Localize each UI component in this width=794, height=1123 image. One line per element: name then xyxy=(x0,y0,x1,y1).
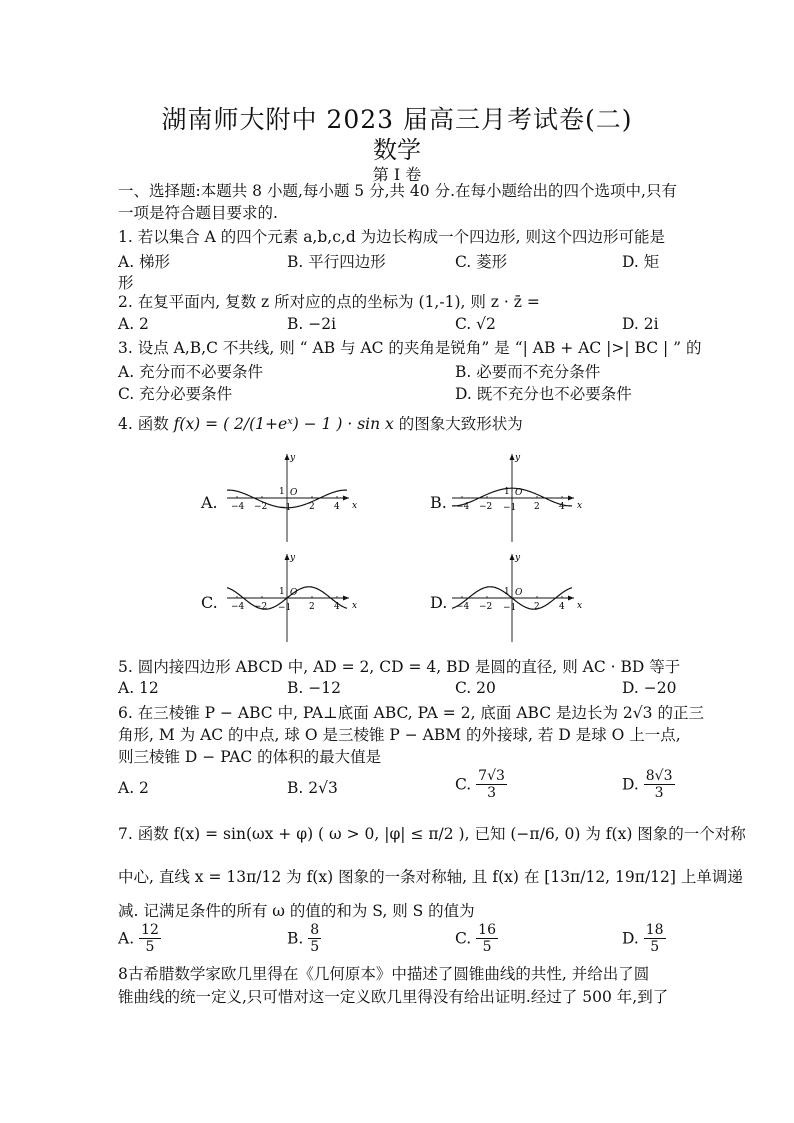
tick-label-minus-2: −2 xyxy=(254,502,268,512)
question-4-stem-post: 的图象大致形状为 xyxy=(398,415,523,433)
question-4-stem xyxy=(118,413,678,435)
x-axis-arrow xyxy=(343,596,349,601)
question-3-option-d: D. 既不充分也不必要条件 xyxy=(455,385,632,403)
part-title: 第 I 卷 xyxy=(372,165,422,184)
tick-label-minus-2: −2 xyxy=(479,502,493,512)
question-2-option-a: A. 2 xyxy=(118,315,149,333)
section-instructions-line1: 一、选择题:本题共 8 小题,每小题 5 分,共 40 分.在每小题给出的四个选项中,只有 xyxy=(118,182,677,200)
tick-label-minus-2: −2 xyxy=(254,602,268,612)
question-6-option-b: B. 2√3 xyxy=(287,779,338,797)
tick-label-minus-4: −4 xyxy=(456,502,470,512)
tick-label-minus-4: −4 xyxy=(231,602,245,612)
tick-label-2: 2 xyxy=(534,502,540,512)
x-axis-arrow xyxy=(568,596,574,601)
question-7-line2: 中心, 直线 x = 13π/12 为 f(x) 图象的一条对称轴, 且 f(x) 在 [13π/12, 19π/12] 上单调递 xyxy=(118,868,743,886)
tick-label-minus-1: −1 xyxy=(503,503,517,513)
tick-label-4: 4 xyxy=(559,502,565,512)
question-1-option-b: B. 平行四边形 xyxy=(287,253,386,271)
question-3-option-a: A. 充分而不必要条件 xyxy=(118,363,264,381)
x-axis-label: x xyxy=(352,501,358,511)
y-axis-arrow xyxy=(285,454,290,460)
question-5-option-d: D. −20 xyxy=(622,679,677,697)
question-6-option-c: C. $\frac{7√3}{3}$ xyxy=(455,768,505,801)
question-4-stem-pre: 4. 函数 xyxy=(118,415,169,433)
question-7-option-c: C. $\frac{16}{5}$ xyxy=(455,922,496,955)
tick-label-minus-2: −2 xyxy=(479,602,493,612)
tick-label-4: 4 xyxy=(559,602,565,612)
tick-label-2: 2 xyxy=(309,602,315,612)
tick-label-4: 4 xyxy=(334,602,340,612)
question-2-stem: 2. 在复平面内, 复数 z 所对应的点的坐标为 (1,-1), 则 z · z̄ = xyxy=(118,293,540,311)
page-title: 湖南师大附中 2023 届高三月考试卷(二) xyxy=(161,105,633,134)
question-1-option-a: A. 梯形 xyxy=(118,253,171,271)
origin-label: O xyxy=(290,588,298,598)
tick-label-minus-1: −1 xyxy=(278,503,292,513)
y-axis-arrow xyxy=(510,554,515,560)
question-6-line3: 则三棱锥 D − PAC 的体积的最大值是 xyxy=(118,748,382,766)
question-5-option-b: B. −12 xyxy=(287,679,341,697)
graph-a-label: A. xyxy=(201,493,218,512)
origin-label: O xyxy=(290,488,298,498)
graph-b xyxy=(440,450,583,545)
question-6-line1: 6. 在三棱锥 P − ABC 中, PA⊥底面 ABC, PA = 2, 底面 ABC 是边长为 2√3 的正三 xyxy=(118,704,704,722)
question-7-option-a: A. $\frac{12}{5}$ xyxy=(118,922,159,955)
tick-label-4: 4 xyxy=(334,502,340,512)
question-8-line2: 锥曲线的统一定义,只可惜对这一定义欧几里得没有给出证明.经过了 500 年,到了 xyxy=(118,988,669,1006)
question-7-option-b: B. $\frac{8}{5}$ xyxy=(287,922,320,955)
question-6-option-d: D. $\frac{8√3}{3}$ xyxy=(622,768,673,801)
question-1-stem: 1. 若以集合 A 的四个元素 a,b,c,d 为边长构成一个四边形, 则这个四边形可能是 xyxy=(118,228,666,246)
question-2-option-d: D. 2i xyxy=(622,315,659,333)
section-instructions-line2: 一项是符合题目要求的. xyxy=(118,204,278,222)
tick-label-minus-1: −1 xyxy=(278,603,292,613)
x-axis-label: x xyxy=(577,501,583,511)
tick-label-2: 2 xyxy=(534,602,540,612)
y-axis-label: y xyxy=(290,453,296,463)
question-4-formula: f(x) = ( 2/(1+eˣ) − 1 ) · sin x xyxy=(173,415,394,433)
y-axis-label: y xyxy=(290,553,296,563)
tick-label-2: 2 xyxy=(309,502,315,512)
question-7-line3: 减. 记满足条件的所有 ω 的值的和为 S, 则 S 的值为 xyxy=(118,902,475,920)
question-1-wrap: 形 xyxy=(118,274,134,292)
x-axis-arrow xyxy=(343,496,349,501)
y-axis-label: y xyxy=(515,553,521,563)
y-axis-arrow xyxy=(510,454,515,460)
graph-a xyxy=(215,450,358,545)
question-3-option-c: C. 充分必要条件 xyxy=(118,385,233,403)
tick-label-1: 1 xyxy=(504,587,510,597)
tick-label-1: 1 xyxy=(279,487,285,497)
question-2-option-c: C. √2 xyxy=(455,315,496,333)
graph-b-label: B. xyxy=(430,493,447,512)
question-8-line1: 8古希腊数学家欧几里得在《几何原本》中描述了圆锥曲线的共性, 并给出了圆 xyxy=(118,965,650,983)
graph-d xyxy=(440,550,583,645)
question-2-option-b: B. −2i xyxy=(287,315,337,333)
question-6-option-a: A. 2 xyxy=(118,779,149,797)
subject-title: 数学 xyxy=(373,136,421,164)
question-5-stem: 5. 圆内接四边形 ABCD 中, AD = 2, CD = 4, BD 是圆的直径, 则 AC · BD 等于 xyxy=(118,658,681,676)
origin-label: O xyxy=(515,588,523,598)
tick-label-1: 1 xyxy=(279,587,285,597)
tick-label-minus-4: −4 xyxy=(456,602,470,612)
tick-label-minus-1: −1 xyxy=(503,603,517,613)
question-5-option-c: C. 20 xyxy=(455,679,496,697)
x-axis-label: x xyxy=(577,601,583,611)
y-axis-label: y xyxy=(515,453,521,463)
graph-c-label: C. xyxy=(201,593,218,612)
tick-label-1: 1 xyxy=(504,487,510,497)
question-1-option-d: D. 矩 xyxy=(622,253,660,271)
graph-c xyxy=(215,550,358,645)
question-3-stem: 3. 设点 A,B,C 不共线, 则 “ AB 与 AC 的夹角是锐角” 是 “| AB + AC |>| BC | ” 的 xyxy=(118,339,702,357)
tick-label-minus-4: −4 xyxy=(231,502,245,512)
x-axis-label: x xyxy=(352,601,358,611)
question-5-option-a: A. 12 xyxy=(118,679,159,697)
question-7-option-d: D. $\frac{18}{5}$ xyxy=(622,922,664,955)
question-6-line2: 角形, M 为 AC 的中点, 球 O 是三棱锥 P − ABM 的外接球, 若 D 是球 O 上一点, xyxy=(118,726,681,744)
question-1-option-c: C. 菱形 xyxy=(455,253,508,271)
question-3-option-b: B. 必要而不充分条件 xyxy=(455,363,601,381)
y-axis-arrow xyxy=(285,554,290,560)
x-axis-arrow xyxy=(568,496,574,501)
origin-label: O xyxy=(515,488,523,498)
question-7-line1: 7. 函数 f(x) = sin(ωx + φ) ( ω > 0, |φ| ≤ π/2 ), 已知 (−π/6, 0) 为 f(x) 图象的一个对称 xyxy=(118,825,746,843)
graph-d-label: D. xyxy=(430,593,448,612)
